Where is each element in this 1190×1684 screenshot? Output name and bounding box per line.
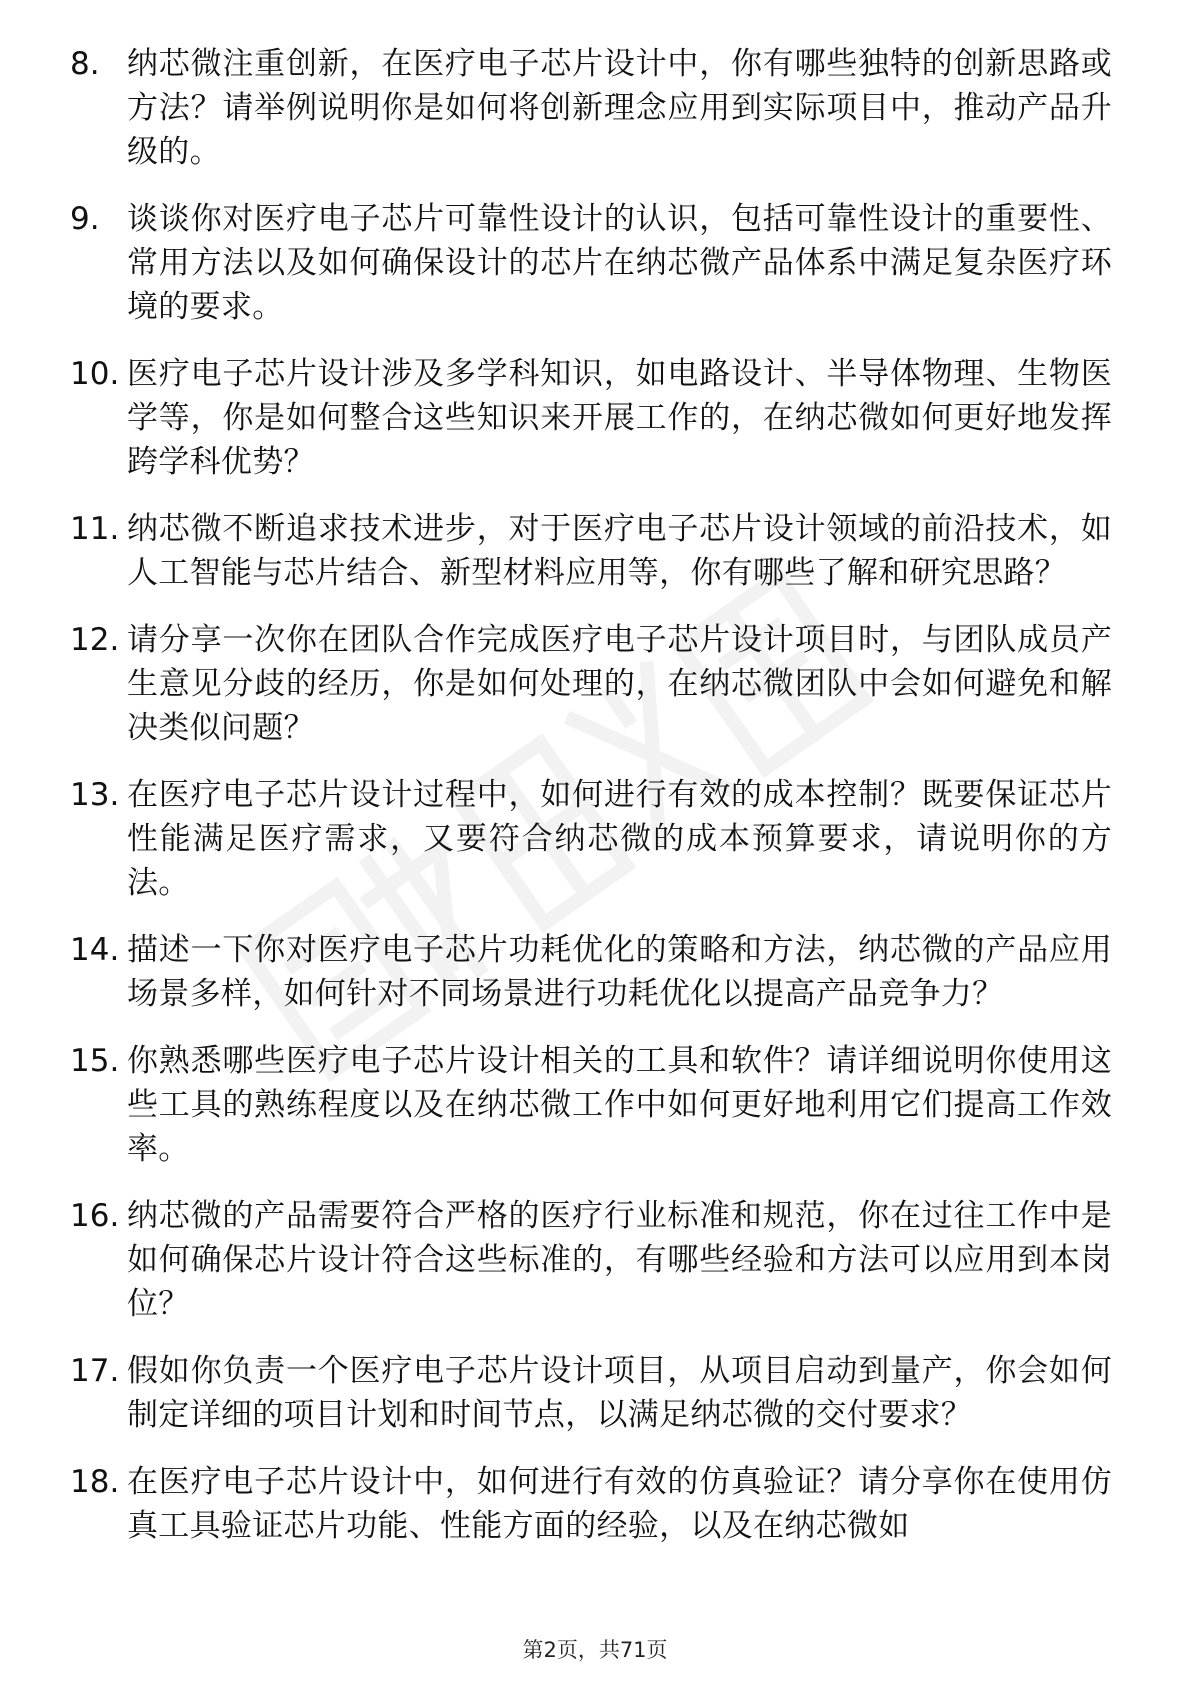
question-number: 11. (70, 511, 120, 547)
question-number: 14. (70, 932, 120, 968)
question-text: 假如你负责一个医疗电子芯片设计项目，从项目启动到量产，你会如何制定详细的项目计划和时间节点，以满足纳芯微的交付要求？ (127, 1353, 1112, 1433)
list-item (0, 618, 1190, 750)
list-item (0, 773, 1190, 905)
list-item (0, 1194, 1190, 1326)
question-text: 你熟悉哪些医疗电子芯片设计相关的工具和软件？请详细说明你使用这些工具的熟练程度以及在纳芯微工作中如何更好地利用它们提高工作效率。 (127, 1043, 1112, 1167)
question-text: 纳芯微的产品需要符合严格的医疗行业标准和规范，你在过往工作中是如何确保芯片设计符合这些标准的，有哪些经验和方法可以应用到本岗位？ (127, 1198, 1112, 1322)
page-footer (0, 1636, 1190, 1664)
question-number: 8. (70, 46, 100, 82)
list-item (0, 1349, 1190, 1437)
question-text: 纳芯微不断追求技术进步，对于医疗电子芯片设计领域的前沿技术，如人工智能与芯片结合、新型材料应用等，你有哪些了解和研究思路？ (127, 511, 1112, 591)
question-text: 谈谈你对医疗电子芯片可靠性设计的认识，包括可靠性设计的重要性、常用方法以及如何确保设计的芯片在纳芯微产品体系中满足复杂医疗环境的要求。 (127, 201, 1112, 325)
question-number: 18. (70, 1464, 120, 1500)
list-item (0, 1039, 1190, 1171)
list-item (0, 1460, 1190, 1548)
list-item (0, 352, 1190, 484)
question-number: 12. (70, 622, 120, 658)
question-number: 10. (70, 356, 120, 392)
question-text: 在医疗电子芯片设计中，如何进行有效的仿真验证？请分享你在使用仿真工具验证芯片功能、性能方面的经验，以及在纳芯微如 (127, 1464, 1112, 1544)
question-number: 9. (70, 201, 100, 237)
list-item (0, 197, 1190, 329)
question-number: 15. (70, 1043, 120, 1079)
question-list (0, 42, 1190, 1571)
question-text: 在医疗电子芯片设计过程中，如何进行有效的成本控制？既要保证芯片性能满足医疗需求，又要符合纳芯微的成本预算要求，请说明你的方法。 (127, 777, 1112, 901)
page-number: 第2页，共71页 (522, 1638, 668, 1662)
question-number: 17. (70, 1353, 120, 1389)
question-text: 纳芯微注重创新，在医疗电子芯片设计中，你有哪些独特的创新思路或方法？请举例说明你是如何将创新理念应用到实际项目中，推动产品升级的。 (127, 46, 1112, 170)
list-item (0, 507, 1190, 595)
question-text: 医疗电子芯片设计涉及多学科知识，如电路设计、半导体物理、生物医学等，你是如何整合这些知识来开展工作的，在纳芯微如何更好地发挥跨学科优势？ (127, 356, 1112, 480)
question-text: 描述一下你对医疗电子芯片功耗优化的策略和方法，纳芯微的产品应用场景多样，如何针对不同场景进行功耗优化以提高产品竞争力？ (127, 932, 1112, 1012)
question-number: 13. (70, 777, 120, 813)
list-item (0, 42, 1190, 174)
question-text: 请分享一次你在团队合作完成医疗电子芯片设计项目时，与团队成员产生意见分歧的经历，你是如何处理的，在纳芯微团队中会如何避免和解决类似问题？ (127, 622, 1112, 746)
question-number: 16. (70, 1198, 120, 1234)
list-item (0, 928, 1190, 1016)
